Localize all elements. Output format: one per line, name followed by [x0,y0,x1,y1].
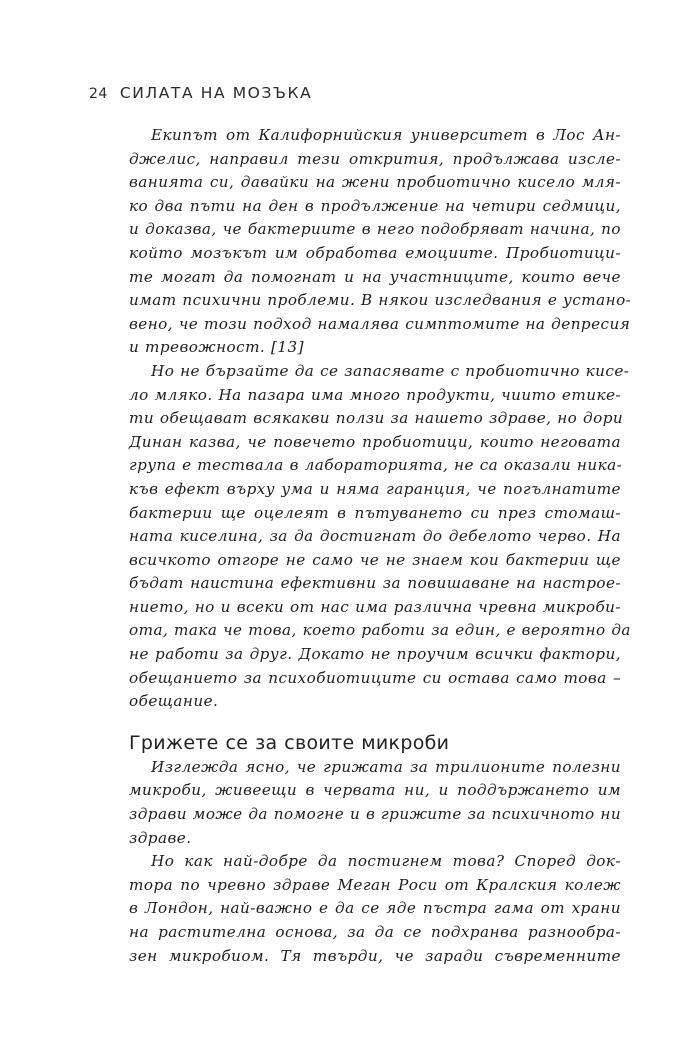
text-line: бъдат наистина ефективни за повишаване на настрое- [129,574,621,593]
text-line: вено, че този подход намалява симптомите на депресия [129,314,631,333]
text-line: в Лондон, най-важно е да се яде пъстра гама от храни [129,899,621,918]
text-line: и доказва, че бактериите в него подобряват начина, по [129,220,621,239]
paragraph [129,360,631,714]
text-line: на растителна основа, за да се подхранва разнообра- [129,923,621,941]
text-line: тора по чревно здраве Меган Роси от Кралския колеж [129,875,621,894]
text-line: Но как най-добре да постигнем това? Според док- [151,852,621,871]
text-line: джелис, направил тези открития, продължава изсле- [129,149,621,168]
paragraph [129,850,621,968]
text-line: ванията си, давайки на жени пробиотично кисело мля- [129,173,621,192]
text-line: ти обещават всякакви ползи за нашето здраве, но дори [129,409,624,428]
text-line: и тревожност. [13] [129,338,304,357]
text-line: ота, така че това, което работи за един, е вероятно да [129,621,631,640]
text-line: Изглежда ясно, че грижата за трилионите полезни [151,757,621,776]
body-text [129,124,632,968]
text-line: бактерии ще оцелеят в пътуването си през стомаш- [129,503,621,522]
text-line: не работи за друг. Докато не проучим всички фактори, [129,645,621,664]
text-line: къв ефект върху ума и няма гаранция, че погълнатите [129,479,621,498]
text-line: Но не бързайте да се запасявате с пробиотично кисе- [151,361,630,380]
text-line: ната киселина, за да достигнат до дебелото черво. На [129,527,621,546]
text-line: обещанието за психобиотиците си остава само това – [129,668,621,687]
text-line: имат психични проблеми. В някои изследвания е устано- [129,291,632,310]
book-title: СИЛАТА НА МОЗЪКА [119,84,313,102]
page-number: 24 [89,86,108,102]
text-line: Динан казва, че повечето пробиотици, които неговата [129,432,621,451]
text-line: който мозъкът им обработва емоциите. Пробиотици- [129,243,621,262]
text-line: зен микробиом. Тя твърди, че заради съвременните [129,946,621,965]
text-line: те могат да помогнат и на участниците, които вече [129,267,621,286]
text-line: ло мляко. На пазара има много продукти, чиито етике- [129,385,621,404]
text-line: ко два пъти на ден в продължение на четири седмици, [129,196,621,215]
text-line: обещание. [129,692,219,711]
text-line: група е тествала в лабораторията, не са оказали ника- [129,456,623,475]
text-line: микроби, живеещи в червата ни, и поддържането им [129,781,621,800]
text-line: Екипът от Калифорнийския университет в Лос Ан- [151,126,621,144]
text-line: всичкото отгоре не само че не знаем кои бактерии ще [129,550,621,569]
text-line: нието, но и всеки от нас има различна чревна микроби- [129,597,621,616]
text-line: здрави може да помогне и в грижите за психичното ни [129,805,622,824]
section-heading: Грижете се за своите микроби [129,731,450,754]
running-header [89,84,312,106]
paragraph [129,756,621,850]
paragraph [129,124,632,360]
text-line: здраве. [129,828,192,847]
